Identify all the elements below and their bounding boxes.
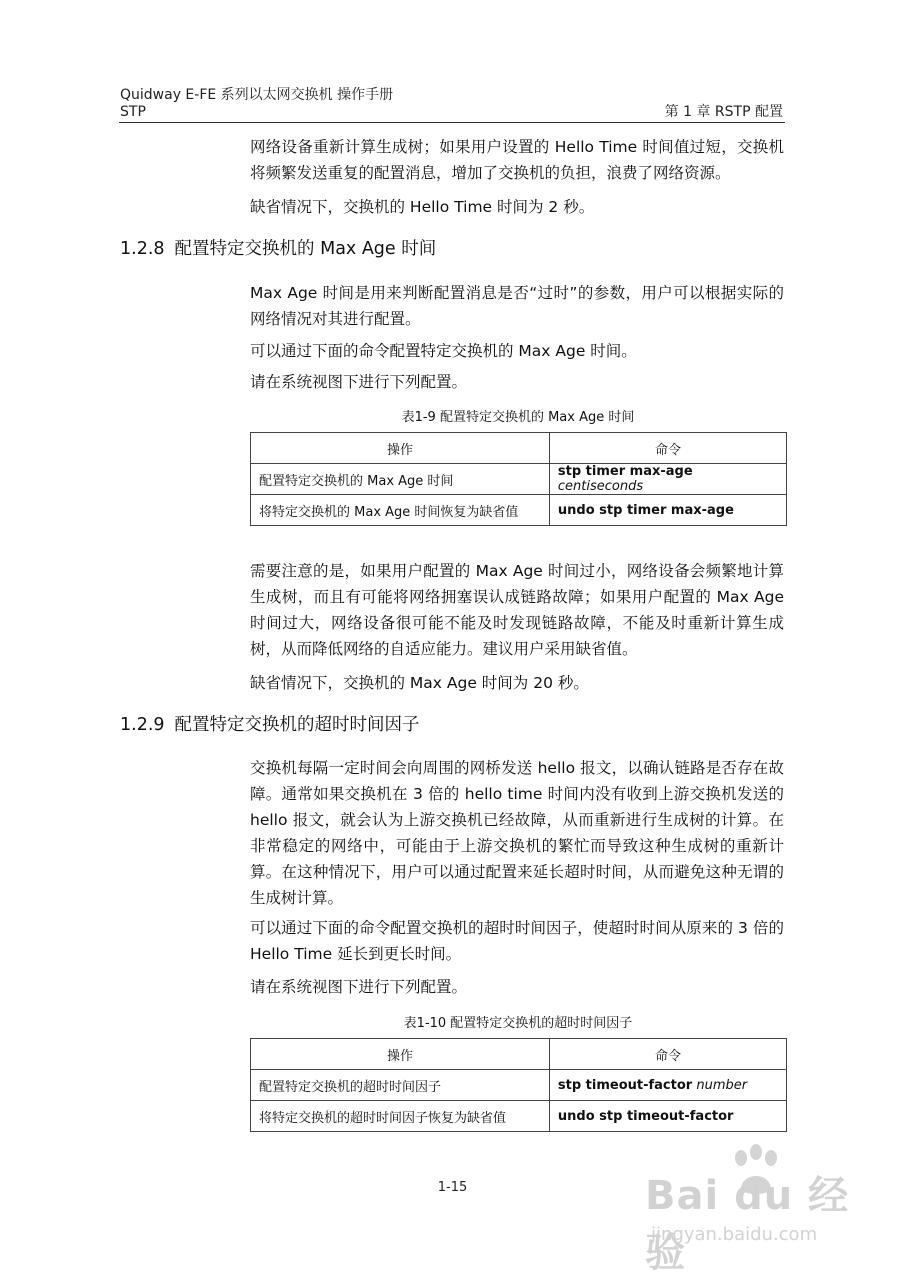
table-cell-operation: 将特定交换机的 Max Age 时间恢复为缺省值 [251, 495, 550, 526]
command-keyword: undo stp timer max-age [557, 502, 734, 518]
header-chapter-title: 第 1 章 RSTP 配置 [664, 104, 783, 120]
paragraph: 缺省情况下，交换机的 Max Age 时间为 20 秒。 [250, 674, 589, 692]
table-header-operation: 操作 [251, 1039, 550, 1070]
section-number: 1.2.8 [120, 239, 165, 259]
paragraph: 交换机每隔一定时间会向周围的网桥发送 hello 报文，以确认链路是否存在故障。通常如果交换机在 3 倍的 hello time 时间内没有收到上游交换机发送的 hello 报文，就会认为上游交换机已经故障，从而重新进行生成树的计算。在非常稳定的网络中，可能由于上游交换机的繁忙而导致这种生成树的重新计算。在这种情况下，用户可以通过配置来延长超时时间，从而避免这种无谓的生成树计算。 [250, 759, 784, 907]
table-header-command: 命令 [549, 1039, 786, 1070]
table-header-row [251, 433, 787, 464]
table-header-operation: 操作 [251, 433, 550, 464]
table-cell-operation: 将特定交换机的超时时间因子恢复为缺省值 [251, 1101, 550, 1132]
command-table-timeout-factor [250, 1038, 787, 1132]
baidu-jingyan-watermark [645, 1150, 875, 1276]
paragraph: 需要注意的是，如果用户配置的 Max Age 时间过小，网络设备会频繁地计算生成树，而且有可能将网络拥塞误认成链路故障；如果用户配置的 Max Age 时间过大，网络设备很可能不能及时发现链路故障，不能及时重新计算生成树，从而降低网络的自适应能力。建议用户采用缺省值。 [250, 562, 784, 658]
paragraph: 网络设备重新计算生成树；如果用户设置的 Hello Time 时间值过短，交换机将频繁发送重复的配置消息，增加了交换机的负担，浪费了网络资源。 [250, 138, 784, 182]
table-cell-command [549, 1070, 786, 1101]
table-header-row [251, 1039, 787, 1070]
command-keyword: undo stp timeout-factor [557, 1108, 734, 1124]
command-argument: number [696, 1077, 748, 1093]
section-heading-1-2-9 [120, 714, 420, 736]
header-section-label: STP [120, 104, 146, 120]
command-keyword: stp timer max-age [557, 464, 693, 479]
paragraph: 可以通过下面的命令配置交换机的超时时间因子，使超时时间从原来的 3 倍的 Hello Time 延长到更长时间。 [250, 919, 784, 963]
section-title-text: 配置特定交换机的 Max Age 时间 [174, 239, 437, 259]
watermark-url: jingyan.baidu.com [651, 1224, 818, 1245]
paragraph: 缺省情况下，交换机的 Hello Time 时间为 2 秒。 [250, 198, 595, 216]
paragraph: 请在系统视图下进行下列配置。 [250, 978, 468, 996]
table-caption: 表1-10 配置特定交换机的超时时间因子 [403, 1016, 633, 1031]
paragraph: Max Age 时间是用来判断配置消息是否“过时”的参数，用户可以根据实际的网络情况对其进行配置。 [250, 284, 784, 328]
section-heading-1-2-8 [120, 238, 436, 260]
command-keyword: stp timeout-factor [557, 1077, 693, 1093]
table-row [251, 495, 787, 526]
paragraph: 可以通过下面的命令配置特定交换机的 Max Age 时间。 [250, 342, 637, 360]
table-cell-command [549, 495, 786, 526]
table-caption: 表1-9 配置特定交换机的 Max Age 时间 [401, 410, 635, 425]
command-argument: centiseconds [557, 479, 644, 494]
table-cell-operation: 配置特定交换机的超时时间因子 [251, 1070, 550, 1101]
table-cell-command [549, 464, 786, 495]
table-row [251, 464, 787, 495]
watermark-logo: Bai du 经验 [645, 1173, 850, 1276]
section-title-text: 配置特定交换机的超时时间因子 [174, 715, 420, 735]
header-rule [119, 122, 785, 123]
command-table-max-age [250, 432, 787, 526]
table-header-command: 命令 [549, 433, 786, 464]
table-cell-command [549, 1101, 786, 1132]
table-row [251, 1070, 787, 1101]
section-number: 1.2.9 [120, 715, 165, 735]
table-cell-operation: 配置特定交换机的 Max Age 时间 [251, 464, 550, 495]
header-doc-title: Quidway E-FE 系列以太网交换机 操作手册 [120, 87, 394, 103]
paragraph: 请在系统视图下进行下列配置。 [250, 373, 468, 391]
page-number: 1-15 [437, 1180, 468, 1195]
table-row [251, 1101, 787, 1132]
